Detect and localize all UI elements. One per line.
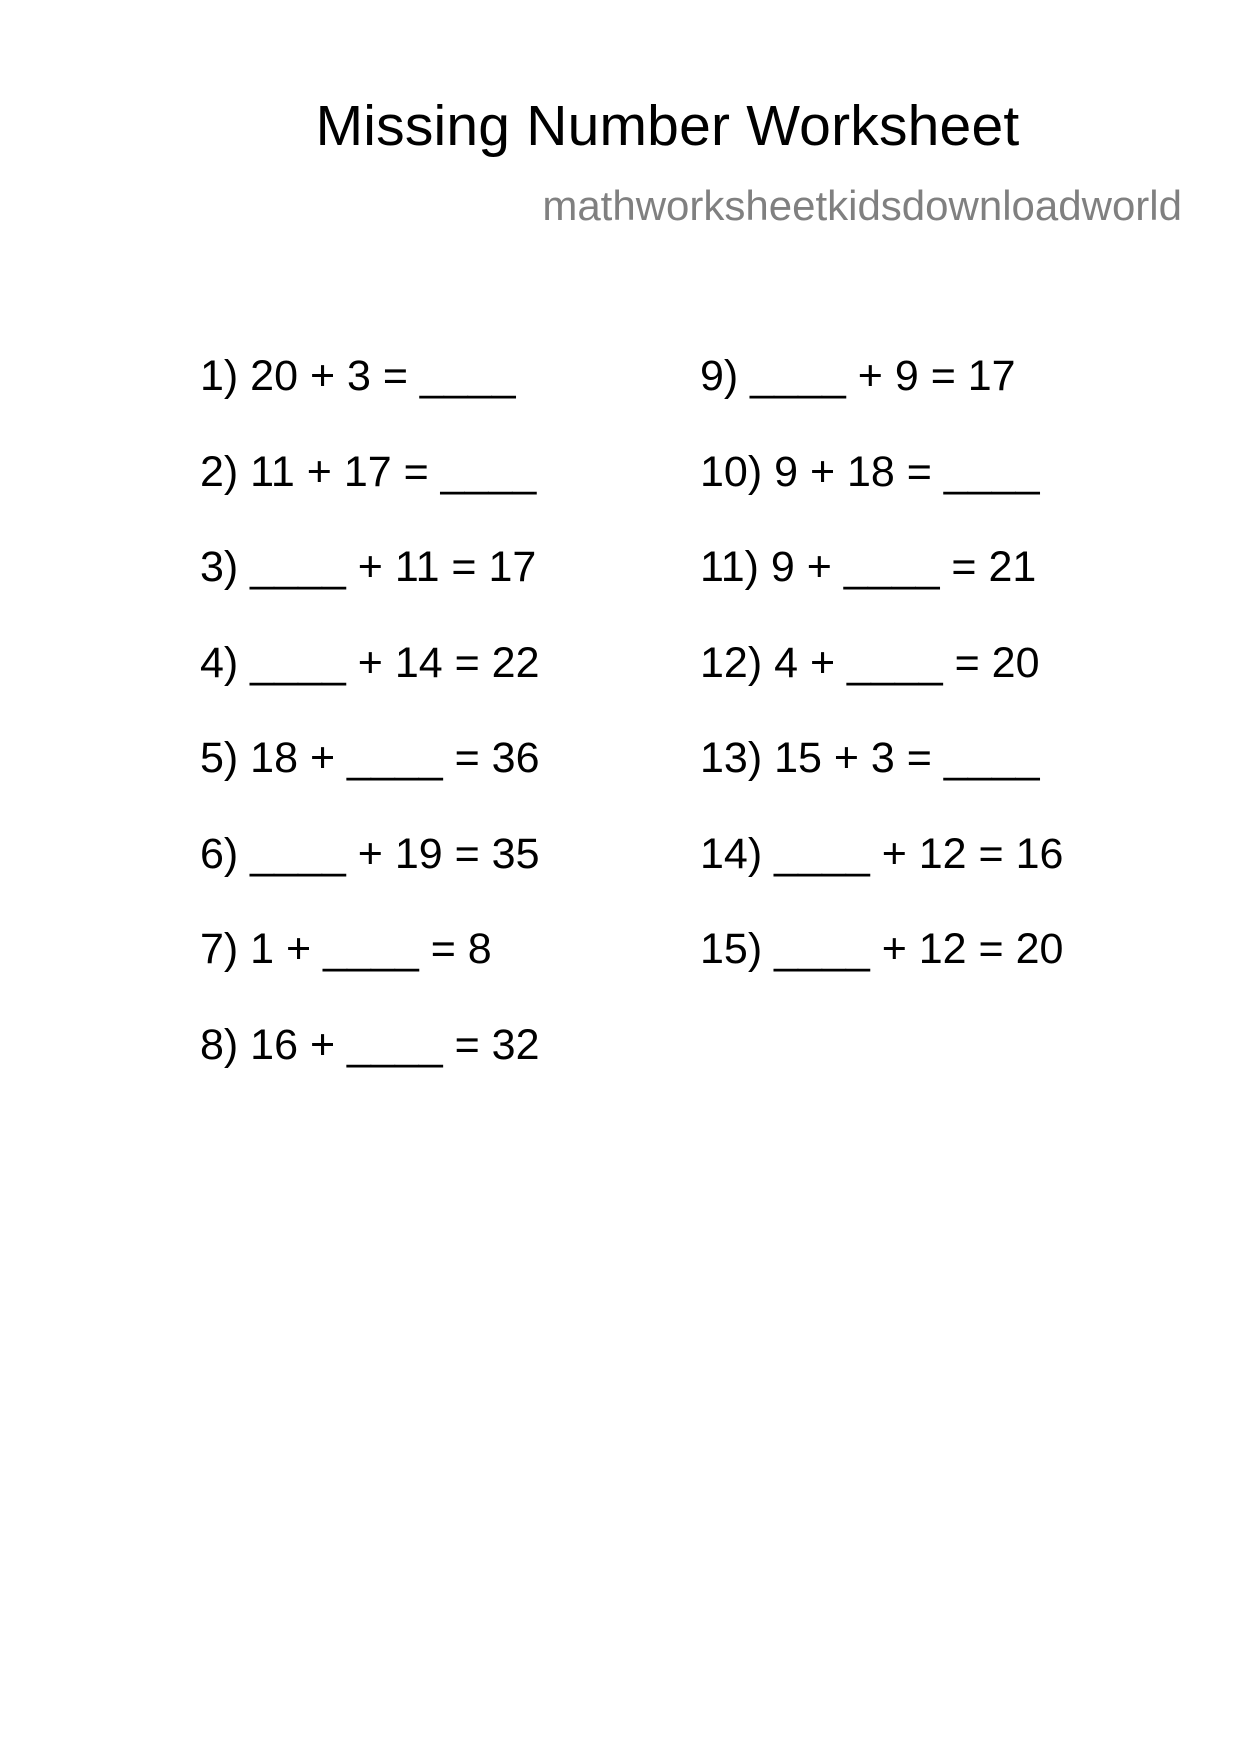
problem-item: 8) 16 + ____ = 32 [200,1020,540,1069]
problem-item: 4) ____ + 14 = 22 [200,638,540,687]
problem-item: 11) 9 + ____ = 21 [700,543,1037,591]
problem-item: 12) 4 + ____ = 20 [700,638,1040,687]
problem-item: 2) 11 + 17 = ____ [200,447,537,496]
problem-item: 14) ____ + 12 = 16 [700,829,1064,878]
problem-list [0,352,1240,1115]
problem-item: 10) 9 + 18 = ____ [700,447,1040,496]
page-title: Missing Number Worksheet [315,94,1020,158]
problem-item: 13) 15 + 3 = ____ [700,734,1040,782]
problem-item: 15) ____ + 12 = 20 [700,925,1064,973]
problem-column-right [700,352,1064,1024]
problem-item: 3) ____ + 11 = 17 [200,543,537,591]
problem-item: 6) ____ + 19 = 35 [200,829,540,878]
page-subtitle: mathworksheetkidsdownloadworld [542,182,1182,229]
problem-column-left [200,352,540,1119]
problem-item: 9) ____ + 9 = 17 [700,352,1016,400]
problem-item: 7) 1 + ____ = 8 [200,925,492,973]
problem-item: 5) 18 + ____ = 36 [200,734,540,782]
problem-item: 1) 20 + 3 = ____ [200,352,516,400]
